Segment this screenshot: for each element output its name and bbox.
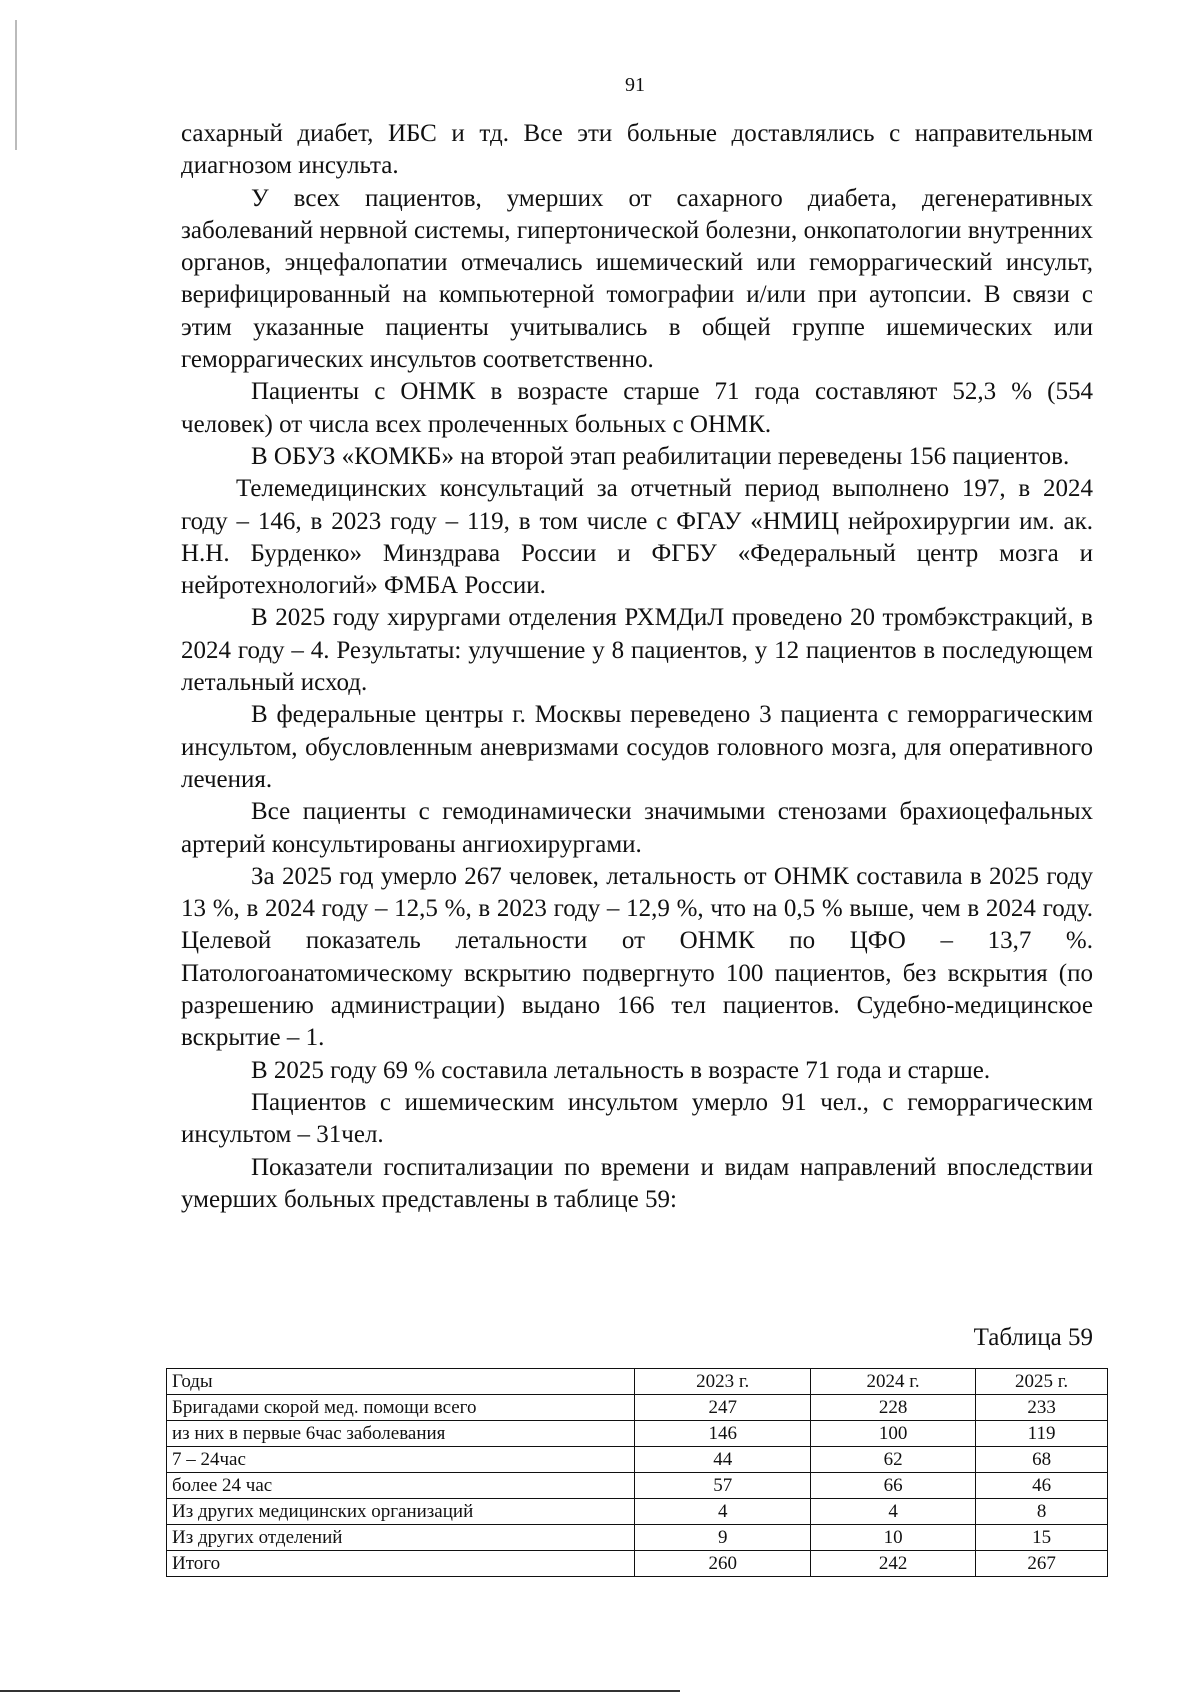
table-cell: 46 [976, 1473, 1108, 1499]
scan-bottom-line [0, 1690, 680, 1692]
table-row [167, 1421, 1108, 1447]
table-cell: 260 [635, 1551, 811, 1577]
table-row [167, 1525, 1108, 1551]
table-cell: 233 [976, 1395, 1108, 1421]
table-cell: 62 [811, 1447, 976, 1473]
table-cell: 119 [976, 1421, 1108, 1447]
table-row [167, 1473, 1108, 1499]
table-cell: Из других медицинских организаций [167, 1499, 635, 1525]
table-cell: 267 [976, 1551, 1108, 1577]
table-cell: 228 [811, 1395, 976, 1421]
paragraph: сахарный диабет, ИБС и тд. Все эти больные доставлялись с направительным диагнозом инсульта. [181, 120, 1093, 180]
table-cell: из них в первые 6час заболевания [167, 1421, 635, 1447]
table-cell: 66 [811, 1473, 976, 1499]
page-number: 91 [625, 74, 645, 96]
table-cell: 9 [635, 1525, 811, 1551]
table-cell: 68 [976, 1447, 1108, 1473]
paragraph: В 2025 году хирургами отделения РХМДиЛ проведено 20 тромбэкстракций, в 2024 году – 4. Результаты: улучшение у 8 пациентов, у 12 пациентов в последующем летальный исход. [181, 604, 1093, 697]
table-cell: 7 – 24час [167, 1447, 635, 1473]
table-cell: 4 [635, 1499, 811, 1525]
table-caption: Таблица 59 [973, 1324, 1093, 1351]
table-header-cell: 2024 г. [811, 1369, 976, 1395]
table-cell: 4 [811, 1499, 976, 1525]
table-cell: 146 [635, 1421, 811, 1447]
table-cell: 100 [811, 1421, 976, 1447]
table-cell: 10 [811, 1525, 976, 1551]
table-row [167, 1447, 1108, 1473]
table-cell: Бригадами скорой мед. помощи всего [167, 1395, 635, 1421]
table-cell: 57 [635, 1473, 811, 1499]
paragraph: У всех пациентов, умерших от сахарного диабета, дегенеративных заболеваний нервной системы, гипертонической болезни, онкопатологии внутренних органов, энцефалопатии отмечались ишемический или геморрагический инсульт, верифицированный на компьютерной томографии и/или при аутопсии. В связи с этим указанные пациенты учитывались в общей группе ишемических или геморрагических инсультов соответственно. [181, 184, 1093, 374]
paragraph: В ОБУЗ «КОМКБ» на второй этап реабилитации переведены 156 пациентов. [251, 442, 1070, 470]
paragraph: В 2025 году 69 % составила летальность в возрасте 71 года и старше. [251, 1056, 991, 1084]
table-header-cell: 2023 г. [635, 1369, 811, 1395]
table-header-row [167, 1369, 1108, 1395]
table-cell: Итого [167, 1551, 635, 1577]
table-cell: 44 [635, 1447, 811, 1473]
paragraph: В федеральные центры г. Москвы переведено 3 пациента с геморрагическим инсультом, обусловленным аневризмами сосудов головного мозга, для оперативного лечения. [181, 701, 1093, 793]
table-header-cell: Годы [167, 1369, 635, 1395]
table-header-cell: 2025 г. [976, 1369, 1108, 1395]
table-row [167, 1499, 1108, 1525]
paragraph: Пациенты с ОНМК в возрасте старше 71 года составляют 52,3 % (554 человек) от числа всех пролеченных больных с ОНМК. [181, 378, 1093, 438]
hospitalization-table [166, 1368, 1108, 1577]
table-cell: Из других отделений [167, 1525, 635, 1551]
table-cell: 247 [635, 1395, 811, 1421]
paragraph: Все пациенты с гемодинамически значимыми стенозами брахиоцефальных артерий консультированы ангиохирургами. [181, 798, 1093, 858]
table-cell: 15 [976, 1525, 1108, 1551]
paragraph: Показатели госпитализации по времени и видам направлений впоследствии умерших больных представлены в таблице 59: [181, 1153, 1093, 1213]
table-row [167, 1395, 1108, 1421]
paragraph: Пациентов с ишемическим инсультом умерло 91 чел., с геморрагическим инсультом – 31чел. [181, 1088, 1093, 1149]
paragraph: Телемедицинских консультаций за отчетный период выполнено 197, в 2024 году – 146, в 2023 году – 119, в том числе с ФГАУ «НМИЦ нейрохирургии им. ак. Н.Н. Бурденко» Минздрава России и ФГБУ «Федеральный центр мозга и нейротехнологий» ФМБА России. [181, 475, 1093, 600]
body-text [181, 118, 1093, 1216]
paragraph: За 2025 год умерло 267 человек, летальность от ОНМК составила в 2025 году 13 %, в 2024 году – 12,5 %, в 2023 году – 12,9 %, что на 0,5 % выше, чем в 2024 году. Целевой показатель летальности от ОНМК по ЦФО – 13,7 %. Патологоанатомическому вскрытию подвергнуто 100 пациентов, без вскрытия (по разрешению администрации) выдано 166 тел пациентов. Судебно-медицинское вскрытие – 1. [181, 862, 1093, 1052]
table-total-row [167, 1551, 1108, 1577]
table-cell: 8 [976, 1499, 1108, 1525]
table-cell: более 24 час [167, 1473, 635, 1499]
table-cell: 242 [811, 1551, 976, 1577]
